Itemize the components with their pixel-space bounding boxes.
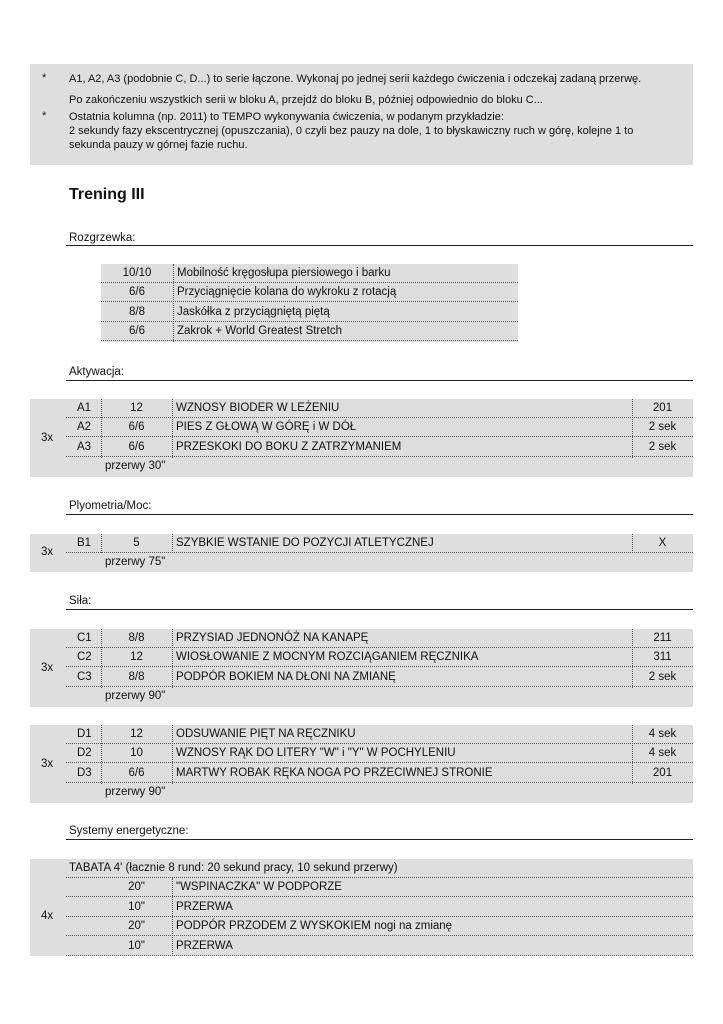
reps-cell: 5	[133, 537, 140, 549]
exercise-id: A1	[77, 402, 92, 414]
section-label-warmup: Rozgrzewka:	[69, 232, 136, 244]
note-line: 2 sekundy fazy ekscentrycznej (opuszczania), 0 czyli bez pauzy na dole, 1 to błyskawiczny ruch w górę, kolejne 1 to	[69, 125, 634, 137]
energy-block	[30, 859, 693, 956]
exercise-cell: Przyciągnięcie kolana do wykroku z rotacją	[177, 286, 397, 298]
tempo-cell: 311	[653, 651, 672, 663]
tempo-cell: 2 sek	[648, 421, 677, 433]
exercise-id: D3	[77, 767, 92, 779]
strength-block-c	[30, 629, 693, 707]
exercise-cell: Zakrok + World Greatest Stretch	[177, 325, 342, 337]
reps-cell: 10/10	[122, 267, 152, 279]
reps-cell: 8/8	[129, 306, 145, 318]
table-row	[66, 534, 693, 553]
bullet-star: *	[42, 110, 47, 122]
exercise-id: B1	[77, 537, 92, 549]
reps-cell: 10	[130, 747, 143, 759]
time-cell: 20"	[128, 920, 145, 932]
exercise-cell: MARTWY ROBAK RĘKA NOGA PO PRZECIWNEJ STRONIE	[176, 767, 493, 779]
sets-count: 3x	[41, 432, 54, 444]
tabata-header-text: TABATA 4' (łacznie 8 rund: 20 sekund pracy, 10 sekund przerwy)	[69, 862, 398, 874]
section-rule	[66, 245, 693, 246]
section-rule	[66, 380, 693, 381]
rest-label: przerwy 90"	[105, 786, 166, 798]
exercise-cell: "WSPINACZKA" W PODPORZE	[176, 881, 342, 893]
exercise-cell: PRZERWA	[176, 940, 233, 952]
reps-cell: 12	[130, 651, 143, 663]
reps-cell: 8/8	[128, 632, 145, 644]
exercise-cell: SZYBKIE WSTANIE DO POZYCJI ATLETYCZNEJ	[176, 537, 434, 549]
reps-cell: 6/6	[129, 286, 145, 298]
exercise-cell: WZNOSY BIODER W LEŻENIU	[176, 402, 340, 414]
tempo-cell: 211	[653, 632, 672, 644]
section-label-activation: Aktywacja:	[69, 366, 124, 378]
table-row	[66, 878, 693, 897]
rest-label: przerwy 75"	[105, 556, 166, 568]
note-line: Ostatnia kolumna (np. 2011) to TEMPO wykonywania ćwiczenia, w podanym przykładzie:	[69, 111, 504, 123]
exercise-id: D1	[77, 728, 92, 740]
exercise-cell: PIES Z GŁOWĄ W GÓRĘ i W DÓŁ	[176, 421, 357, 433]
table-row	[66, 668, 693, 687]
exercise-cell: WIOSŁOWANIE Z MOCNYM ROZCIĄGANIEM RĘCZNIKA	[176, 651, 479, 663]
table-row	[101, 303, 518, 322]
section-label-plyo: Plyometria/Moc:	[69, 500, 152, 512]
tempo-cell: X	[658, 537, 667, 549]
exercise-id: A2	[77, 421, 92, 433]
exercise-id: D2	[77, 747, 92, 759]
table-row	[66, 744, 693, 763]
sets-count: 3x	[41, 546, 54, 558]
exercise-id: C2	[77, 651, 92, 663]
sets-count: 4x	[41, 910, 54, 922]
section-rule	[66, 839, 693, 840]
table-row	[66, 438, 693, 457]
tempo-cell: 2 sek	[648, 671, 677, 683]
exercise-cell: PODPÓR PRZODEM Z WYSKOKIEM nogi na zmianę	[176, 920, 453, 932]
exercise-cell: WZNOSY RĄK DO LITERY "W" i "Y" W POCHYLENIU	[176, 747, 456, 759]
reps-cell: 8/8	[128, 671, 145, 683]
reps-cell: 12	[130, 728, 143, 740]
table-row	[101, 264, 518, 283]
table-row	[66, 725, 693, 744]
section-label-energy: Systemy energetyczne:	[69, 825, 189, 837]
sets-count: 3x	[41, 758, 54, 770]
note-line: sekunda pauzy w górnej fazie ruchu.	[69, 139, 248, 151]
exercise-cell: PODPÓR BOKIEM NA DŁONI NA ZMIANĘ	[176, 671, 396, 683]
reps-cell: 6/6	[129, 325, 145, 337]
table-row	[66, 648, 693, 667]
time-cell: 10"	[128, 901, 145, 913]
strength-block-d	[30, 725, 693, 803]
bullet-star: *	[42, 72, 47, 84]
rest-label: przerwy 30"	[105, 460, 166, 472]
table-row	[66, 937, 693, 956]
table-row	[66, 764, 693, 783]
table-row	[66, 898, 693, 917]
exercise-cell: Jaskółka z przyciągniętą piętą	[177, 306, 330, 318]
rest-label: przerwy 90"	[105, 690, 166, 702]
table-row	[101, 322, 518, 341]
sets-count: 3x	[41, 662, 54, 674]
page-title: Trening III	[69, 186, 145, 203]
tempo-cell: 2 sek	[648, 441, 677, 453]
note-line: Po zakończeniu wszystkich serii w bloku A, przejdź do bloku B, później odpowiednio do bloku C...	[69, 94, 543, 106]
tempo-cell: 201	[652, 767, 673, 779]
notes-box	[30, 64, 693, 165]
table-row	[101, 283, 518, 302]
table-row	[66, 418, 693, 437]
tempo-cell: 4 sek	[648, 747, 677, 759]
section-rule	[66, 609, 693, 610]
reps-cell: 6/6	[128, 421, 145, 433]
note-line: A1, A2, A3 (podobnie C, D...) to serie łączone. Wykonaj po jednej serii każdego ćwiczenia i odczekaj zadaną przerwę.	[69, 73, 642, 85]
table-row	[66, 917, 693, 936]
exercise-id: C3	[77, 671, 92, 683]
exercise-id: C1	[77, 632, 92, 644]
exercise-id: A3	[77, 441, 92, 453]
tempo-cell: 4 sek	[648, 728, 677, 740]
exercise-cell: ODSUWANIE PIĘT NA RĘCZNIKU	[176, 728, 356, 740]
exercise-cell: PRZESKOKI DO BOKU Z ZATRZYMANIEM	[176, 441, 402, 453]
time-cell: 20"	[128, 881, 145, 893]
activation-block	[30, 399, 693, 477]
section-label-strength: Siła:	[69, 595, 92, 607]
reps-cell: 6/6	[128, 441, 145, 453]
tabata-header	[66, 859, 693, 878]
reps-cell: 6/6	[128, 767, 145, 779]
exercise-cell: Mobilność kręgosłupa piersiowego i barku	[177, 267, 391, 279]
warmup-table	[101, 264, 518, 342]
time-cell: 10"	[128, 940, 145, 952]
exercise-cell: PRZERWA	[176, 901, 233, 913]
tempo-cell: 201	[652, 402, 673, 414]
reps-cell: 12	[130, 402, 143, 414]
table-row	[66, 629, 693, 648]
section-rule	[66, 514, 693, 515]
plyo-block	[30, 534, 693, 572]
exercise-cell: PRZYSIAD JEDNONÓŻ NA KANAPĘ	[176, 632, 369, 644]
table-row	[66, 399, 693, 418]
